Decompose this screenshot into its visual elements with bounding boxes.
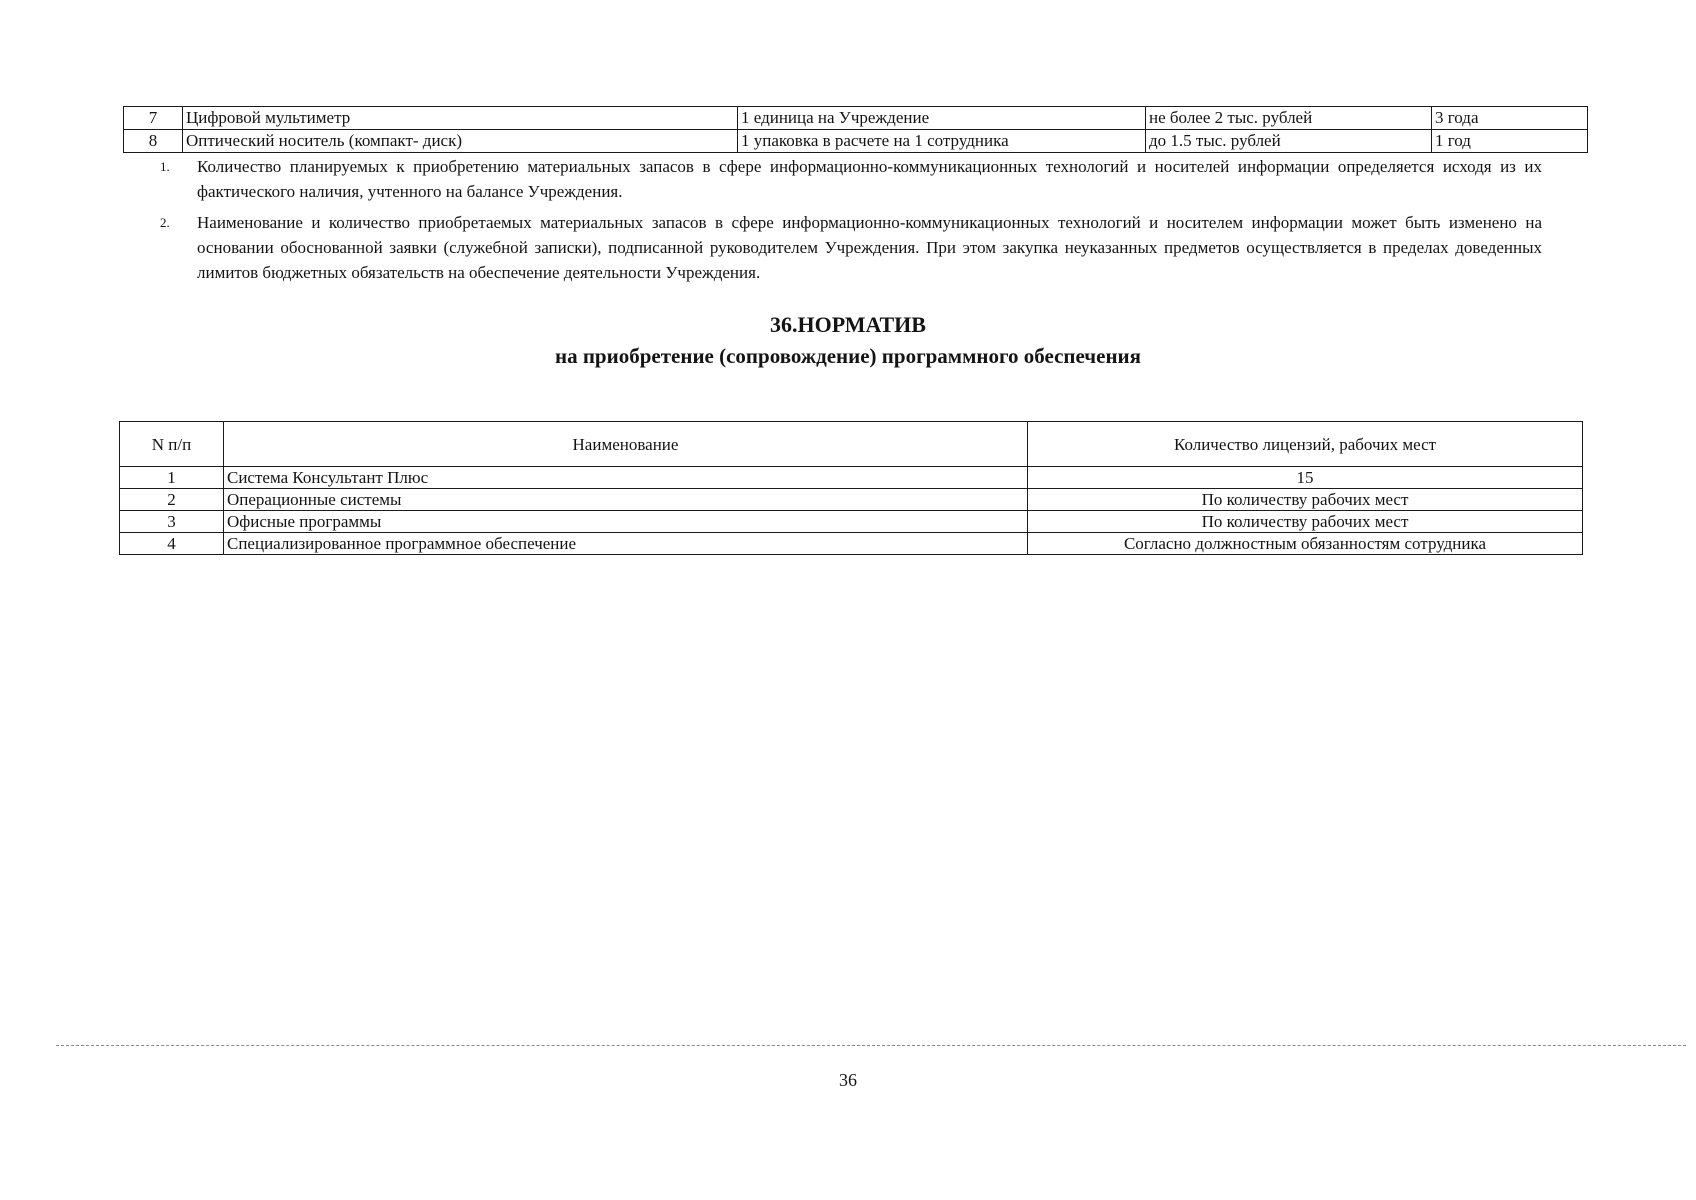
row-number: 4	[120, 533, 224, 555]
row-number: 8	[124, 130, 183, 153]
item-term: 1 год	[1432, 130, 1588, 153]
software-table	[119, 421, 1583, 555]
item-norm: 1 упаковка в расчете на 1 сотрудника	[738, 130, 1146, 153]
notes-list	[150, 154, 1542, 291]
note-number: 1.	[160, 159, 170, 174]
software-name: Операционные системы	[224, 489, 1028, 511]
item-price: до 1.5 тыс. рублей	[1146, 130, 1432, 153]
note-text: Количество планируемых к приобретению материальных запасов в сфере информационно-коммуникационных технологий и носителей информации определяется исходя из их фактического наличия, учтенного на балансе Учреждения.	[197, 157, 1542, 201]
header-name: Наименование	[224, 422, 1028, 467]
note-number: 2.	[160, 215, 170, 230]
table-row	[120, 489, 1583, 511]
table-row	[120, 467, 1583, 489]
table-row	[124, 130, 1588, 153]
footer-divider	[56, 1045, 1686, 1046]
note-item	[150, 210, 1542, 285]
note-item	[150, 154, 1542, 204]
row-number: 3	[120, 511, 224, 533]
row-number: 1	[120, 467, 224, 489]
item-price: не более 2 тыс. рублей	[1146, 107, 1432, 130]
row-number: 7	[124, 107, 183, 130]
header-quantity: Количество лицензий, рабочих мест	[1028, 422, 1583, 467]
table-header-row	[120, 422, 1583, 467]
software-quantity: Согласно должностным обязанностям сотрудника	[1028, 533, 1583, 555]
header-number: N п/п	[120, 422, 224, 467]
equipment-table	[123, 106, 1588, 153]
item-name: Цифровой мультиметр	[183, 107, 738, 130]
row-number: 2	[120, 489, 224, 511]
software-quantity: По количеству рабочих мест	[1028, 511, 1583, 533]
software-quantity: 15	[1028, 467, 1583, 489]
section-title: 36.НОРМАТИВ	[770, 312, 926, 337]
table-row	[124, 107, 1588, 130]
note-text: Наименование и количество приобретаемых материальных запасов в сфере информационно-коммуникационных технологий и носителем информации может быть изменено на основании обоснованной заявки (служебной записки), подписанной руководителем Учреждения. При этом закупка неуказанных предметов осуществляется в пределах доведенных лимитов бюджетных обязательств на обеспечение деятельности Учреждения.	[197, 213, 1542, 282]
table-row	[120, 511, 1583, 533]
page-number: 36	[839, 1070, 857, 1090]
software-quantity: По количеству рабочих мест	[1028, 489, 1583, 511]
item-name: Оптический носитель (компакт- диск)	[183, 130, 738, 153]
item-term: 3 года	[1432, 107, 1588, 130]
section-subtitle: на приобретение (сопровождение) программного обеспечения	[554, 344, 1142, 368]
item-norm: 1 единица на Учреждение	[738, 107, 1146, 130]
software-name: Система Консультант Плюс	[224, 467, 1028, 489]
software-name: Специализированное программное обеспечение	[224, 533, 1028, 555]
table-row	[120, 533, 1583, 555]
software-name: Офисные программы	[224, 511, 1028, 533]
